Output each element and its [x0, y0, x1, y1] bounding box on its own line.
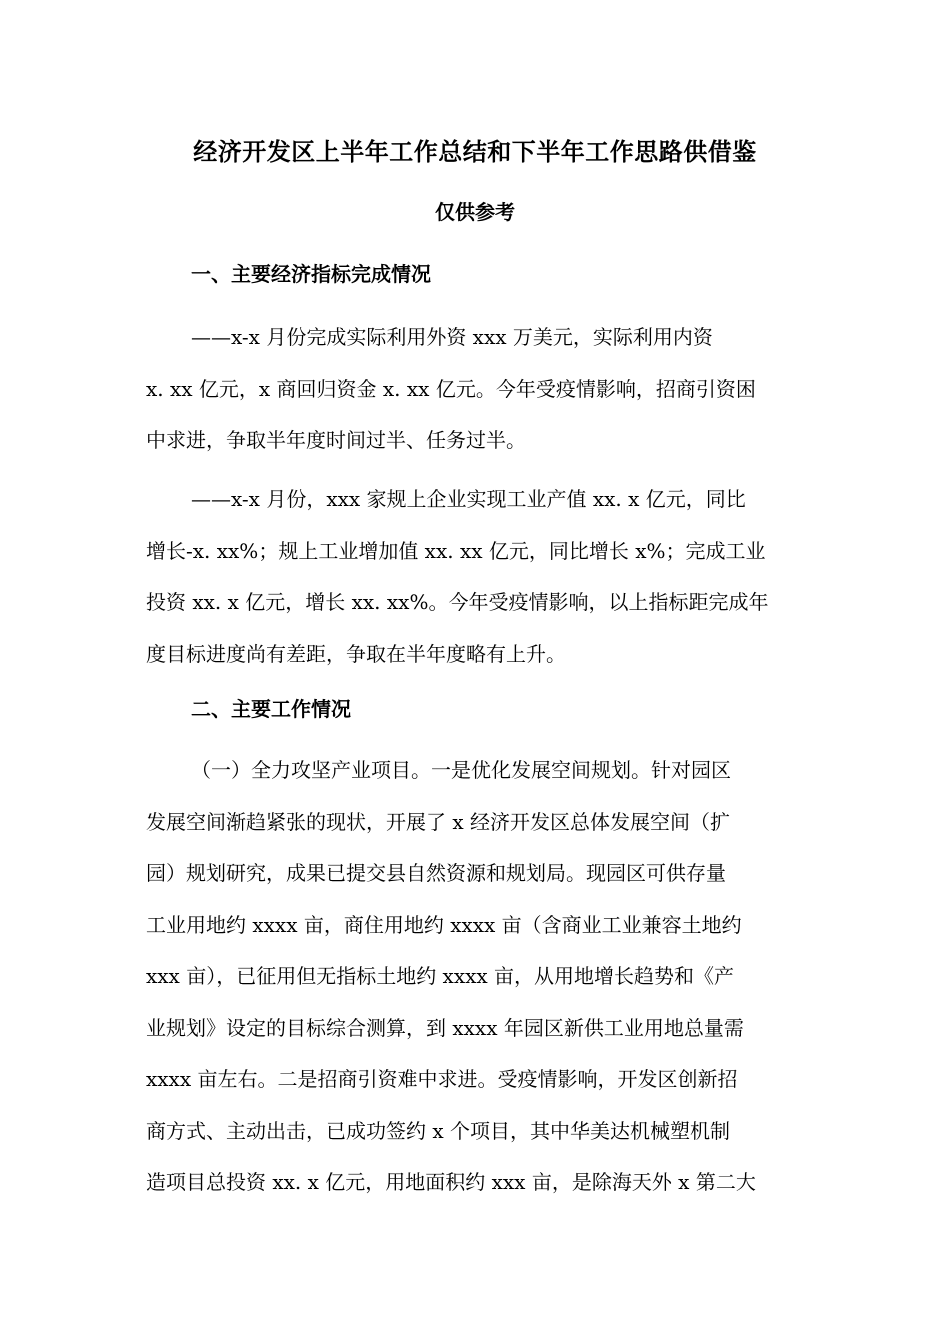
paragraph-foreign-investment [146, 312, 806, 467]
paragraph-line: x. xx 亿元，x 商回归资金 x. xx 亿元。今年受疫情影响，招商引资困 [146, 376, 756, 401]
paragraph-line: xxx 亩），已征用但无指标土地约 xxxx 亩，从用地增长趋势和《产 [146, 964, 735, 988]
paragraph-line: 增长-x. xx%；规上工业增加值 xx. xx 亿元，同比增长 x%；完成工业 [146, 538, 766, 563]
paragraph-line: （一）全力攻坚产业项目。一是优化发展空间规划。针对园区 [191, 758, 731, 782]
paragraph-line: 中求进，争取半年度时间过半、任务过半。 [146, 428, 526, 452]
paragraph-line: 造项目总投资 xx. x 亿元，用地面积约 xxx 亩，是除海天外 x 第二大 [146, 1170, 756, 1194]
paragraph-line: 商方式、主动出击，已成功签约 x 个项目，其中华美达机械塑机制 [146, 1118, 730, 1143]
document-subtitle: 仅供参考 [435, 200, 515, 224]
paragraph-line: xxxx 亩左右。二是招商引资难中求进。受疫情影响，开发区创新招 [146, 1067, 738, 1091]
paragraph-line: 发展空间渐趋紧张的现状，开展了 x 经济开发区总体发展空间（扩 [146, 809, 730, 834]
paragraph-line: 业规划》设定的目标综合测算，到 xxxx 年园区新供工业用地总量需 [146, 1015, 744, 1040]
paragraph-line: ——x-x 月份，xxx 家规上企业实现工业产值 xx. x 亿元，同比 [191, 487, 746, 511]
document-title: 经济开发区上半年工作总结和下半年工作思路供借鉴 [193, 137, 757, 166]
paragraph-industry-projects [146, 745, 806, 1209]
paragraph-line: 投资 xx. x 亿元，增长 xx. xx%。今年受疫情影响，以上指标距完成年 [146, 590, 769, 614]
paragraph-industrial-output [146, 474, 806, 680]
paragraph-line: 园）规划研究，成果已提交县自然资源和规划局。现园区可供存量 [146, 861, 726, 885]
paragraph-line: ——x-x 月份完成实际利用外资 xxx 万美元，实际利用内资 [191, 325, 713, 349]
paragraph-line: 度目标进度尚有差距，争取在半年度略有上升。 [146, 641, 566, 666]
paragraph-line: 工业用地约 xxxx 亩，商住用地约 xxxx 亩（含商业工业兼容土地约 [146, 912, 742, 937]
section-heading-2: 二、主要工作情况 [191, 697, 351, 721]
section-heading-1: 一、主要经济指标完成情况 [191, 262, 431, 286]
